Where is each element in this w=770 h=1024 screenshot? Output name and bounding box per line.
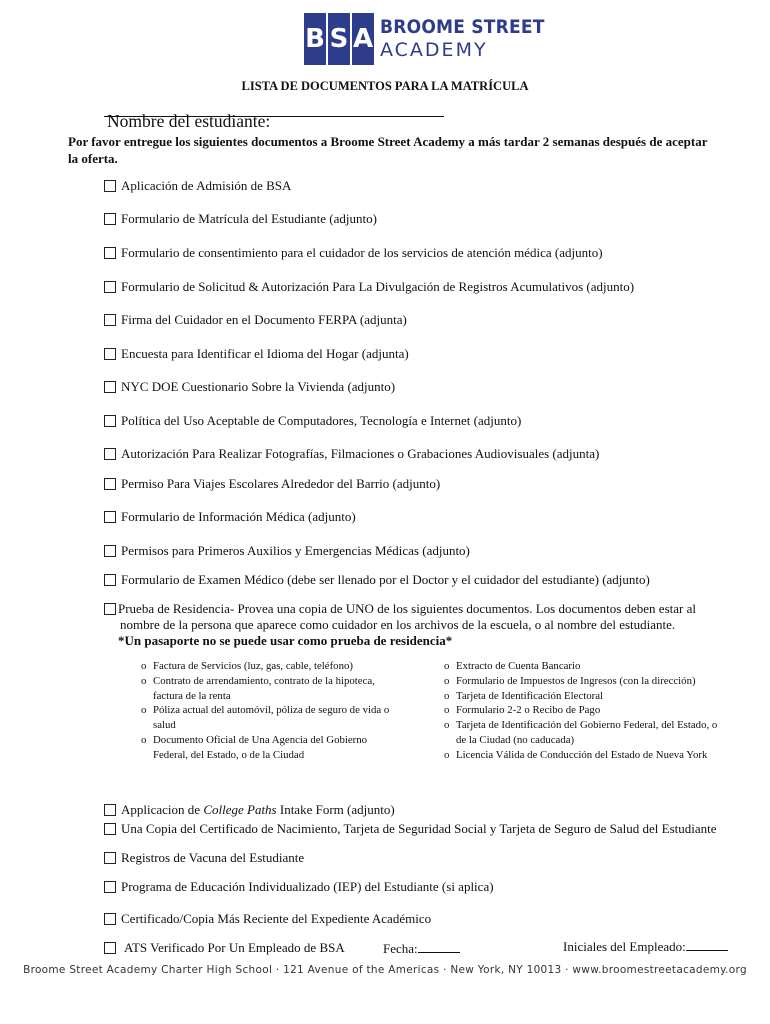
logo-text-line2: ACADEMY [380, 39, 488, 61]
logo-letter-b: B [304, 13, 326, 65]
residency-option: o Licencia Válida de Conducción del Estado de Nueva York [444, 748, 724, 763]
checklist-item-label [121, 802, 395, 818]
ats-label: ATS Verificado Por Un Empleado de BSA [124, 940, 345, 955]
residency-section [104, 601, 744, 649]
checkbox[interactable] [104, 281, 116, 293]
residency-line1: Prueba de Residencia- Provea una copia de UNO de los siguientes documentos. Los documentos deben estar al [118, 601, 696, 616]
checklist-item [104, 279, 634, 295]
fecha-field [383, 940, 460, 957]
fecha-input-line[interactable] [418, 940, 460, 953]
logo-letter-s: S [328, 13, 350, 65]
document-title: LISTA DE DOCUMENTOS PARA LA MATRÍCULA [241, 79, 529, 93]
checkbox[interactable] [104, 348, 116, 360]
residency-option: o Formulario de Impuestos de Ingresos (con la dirección) [444, 674, 724, 689]
college-paths-prefix: Applicacion de [121, 802, 204, 817]
checkbox[interactable] [104, 881, 116, 893]
checklist-item [104, 821, 717, 837]
checkbox[interactable] [104, 415, 116, 427]
checklist-item [104, 879, 494, 895]
checkbox[interactable] [104, 247, 116, 259]
checkbox[interactable] [104, 823, 116, 835]
checklist-item-label: NYC DOE Cuestionario Sobre la Vivienda (adjunto) [121, 379, 396, 394]
initials-field [563, 938, 728, 955]
checklist-item-label: Formulario de Solicitud & Autorización Para La Divulgación de Registros Acumulativos (adjunto) [121, 279, 635, 294]
checklist-item-ats [104, 940, 345, 956]
checklist-item-label: Encuesta para Identificar el Idioma del Hogar (adjunta) [121, 346, 409, 361]
checklist-item [104, 476, 440, 492]
checklist-item [104, 543, 470, 559]
checklist-item [104, 178, 291, 194]
checkbox[interactable] [104, 913, 116, 925]
residency-option: o Tarjeta de Identificación Electoral [444, 689, 724, 704]
residency-option: o Contrato de arrendamiento, contrato de la hipoteca, factura de la renta [141, 674, 391, 704]
checkbox[interactable] [104, 213, 116, 225]
checklist-item-label: Política del Uso Aceptable de Computadores, Tecnología e Internet (adjunto) [121, 413, 522, 428]
residency-option: o Extracto de Cuenta Bancario [444, 659, 724, 674]
college-paths-italic: College Paths [203, 802, 277, 817]
checklist-item-label: Formulario de Examen Médico (debe ser llenado por el Doctor y el cuidador del estudiante) (adjunto) [121, 572, 650, 587]
residency-options-left [141, 659, 391, 763]
checklist-item [104, 572, 650, 588]
school-logo [304, 13, 545, 69]
initials-input-line[interactable] [686, 938, 728, 951]
checklist-item-label: Autorización Para Realizar Fotografías, Filmaciones o Grabaciones Audiovisuales (adjunta) [121, 446, 600, 461]
checklist-item-label: Registros de Vacuna del Estudiante [121, 850, 305, 865]
residency-option: o Documento Oficial de Una Agencia del Gobierno Federal, del Estado, o de la Ciudad [141, 733, 391, 763]
checklist-item [104, 245, 603, 261]
checklist-item [104, 446, 599, 462]
residency-options-right [444, 659, 724, 763]
residency-option: o Factura de Servicios (luz, gas, cable, teléfono) [141, 659, 391, 674]
checklist-item-label: Aplicación de Admisión de BSA [121, 178, 292, 193]
checklist-item-label: Permiso Para Viajes Escolares Alrededor del Barrio (adjunto) [121, 476, 441, 491]
checklist-item-label: Programa de Educación Individualizado (IEP) del Estudiante (si aplica) [121, 879, 494, 894]
instructions: Por favor entregue los siguientes documentos a Broome Street Academy a más tardar 2 semanas después de aceptar la oferta. [68, 134, 708, 166]
checklist-item [104, 379, 395, 395]
checkbox[interactable] [104, 942, 116, 954]
checklist-item-label: Firma del Cuidador en el Documento FERPA (adjunta) [121, 312, 407, 327]
checklist-item-label: Formulario de Matrícula del Estudiante (adjunto) [121, 211, 377, 226]
checklist-item [104, 312, 407, 328]
checkbox[interactable] [104, 448, 116, 460]
residency-passport-note: *Un pasaporte no se puede usar como prueba de residencia* [118, 633, 453, 648]
logo-letter-a: A [352, 13, 374, 65]
checklist-item-college-paths [104, 802, 395, 818]
initials-label: Iniciales del Empleado: [563, 939, 686, 954]
residency-line2: nombre de la persona que aparece como cuidador en los archivos de la escuela, o al nombre del estudiante. [120, 617, 676, 632]
checkbox[interactable] [104, 804, 116, 816]
checkbox[interactable] [104, 852, 116, 864]
checklist-item [104, 211, 377, 227]
college-paths-suffix: Intake Form (adjunto) [276, 802, 395, 817]
residency-option: o Formulario 2-2 o Recibo de Pago [444, 703, 724, 718]
fecha-label: Fecha: [383, 941, 418, 956]
checklist-item-label: Una Copia del Certificado de Nacimiento, Tarjeta de Seguridad Social y Tarjeta de Seguro de Salud del Estudiante [121, 821, 717, 836]
checkbox[interactable] [104, 511, 116, 523]
checkbox[interactable] [104, 478, 116, 490]
checkbox[interactable] [104, 314, 116, 326]
checklist-item [104, 346, 409, 362]
checkbox[interactable] [104, 574, 116, 586]
logo-text-line1: BROOME STREET [380, 16, 545, 38]
checklist-item-label: Certificado/Copia Más Reciente del Expediente Académico [121, 911, 432, 926]
checklist-item [104, 911, 431, 927]
checkbox[interactable] [104, 603, 116, 615]
footer: Broome Street Academy Charter High School · 121 Avenue of the Americas · New York, NY 10013 · www.broomestreetacademy.org [23, 964, 747, 976]
checkbox[interactable] [104, 180, 116, 192]
checklist-item-label: Formulario de Información Médica (adjunto) [121, 509, 356, 524]
checklist-item [104, 509, 356, 525]
student-name-label: Nombre del estudiante: [107, 111, 271, 131]
checklist-item [104, 850, 304, 866]
checkbox[interactable] [104, 545, 116, 557]
residency-option: o Póliza actual del automóvil, póliza de seguro de vida o salud [141, 703, 391, 733]
checkbox[interactable] [104, 381, 116, 393]
checklist-item-label: Permisos para Primeros Auxilios y Emergencias Médicas (adjunto) [121, 543, 470, 558]
checklist-item [104, 413, 521, 429]
checklist-item-label: Formulario de consentimiento para el cuidador de los servicios de atención médica (adjunto) [121, 245, 603, 260]
residency-option: o Tarjeta de Identificación del Gobierno Federal, del Estado, o de la Ciudad (no caducada) [444, 718, 724, 748]
